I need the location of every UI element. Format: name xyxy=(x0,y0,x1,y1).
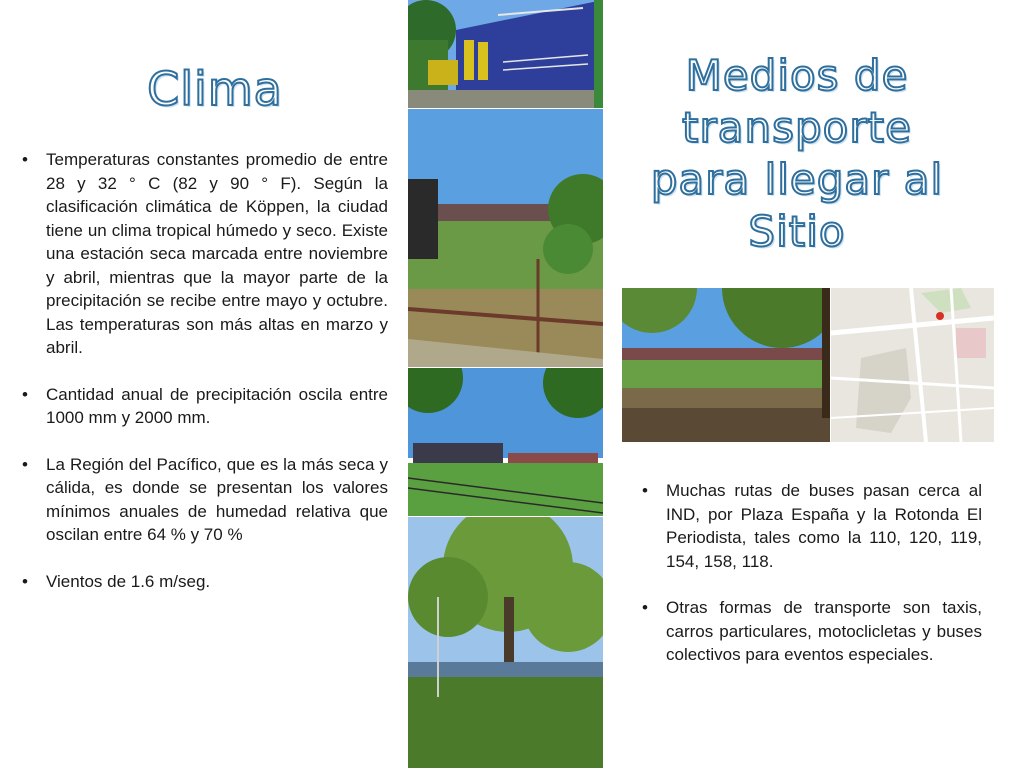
transporte-title-line-1: Medios de xyxy=(685,51,909,100)
clima-bullet-list xyxy=(12,148,388,616)
transporte-bullet-list xyxy=(632,479,982,690)
transporte-bullet-bus-routes: • Muchas rutas de buses pasan cerca al IND, por Plaza España y la Rotonda El Periodista, tales como la 110, 120, 119, 154, 158, 118. xyxy=(632,479,982,573)
clima-title: Clima xyxy=(147,62,283,116)
transporte-title-line-2: transporte xyxy=(682,103,912,152)
transporte-title-line-4: Sitio xyxy=(748,207,846,256)
photo-field-fence xyxy=(408,109,603,367)
clima-bullet-temperatures: • Temperaturas constantes promedio de entre 28 y 32 ° C (82 y 90 ° F). Según la clasificación climática de Köppen, la ciudad tiene un clima tropical húmedo y seco. Existe una estación seca marcada entre noviembre y abril, mientras que la mayor parte de la precipitación se recibe entre mayo y octubre. Las temperaturas son más altas en marzo y abril. xyxy=(12,148,388,360)
transporte-bullet-other-transport: • Otras formas de transporte son taxis, carros particulares, motoclicletas y buses colectivos para eventos especiales. xyxy=(632,596,982,667)
photo-trees-grounds xyxy=(408,517,603,768)
photo-stadium-grandstand xyxy=(408,368,603,516)
transporte-title xyxy=(622,50,972,258)
location-map xyxy=(831,288,994,442)
photo-field-tree-shade xyxy=(622,288,830,442)
photo-building-entrance xyxy=(408,0,603,108)
clima-bullet-wind: • Vientos de 1.6 m/seg. xyxy=(12,570,388,594)
transporte-title-line-3: para llegar al xyxy=(650,155,944,204)
clima-bullet-humidity: • La Región del Pacífico, que es la más seca y cálida, es donde se presentan los valores mínimos anuales de humedad relativa que oscilan entre 64 % y 70 % xyxy=(12,453,388,547)
clima-bullet-precipitation: • Cantidad anual de precipitación oscila entre 1000 mm y 2000 mm. xyxy=(12,383,388,430)
